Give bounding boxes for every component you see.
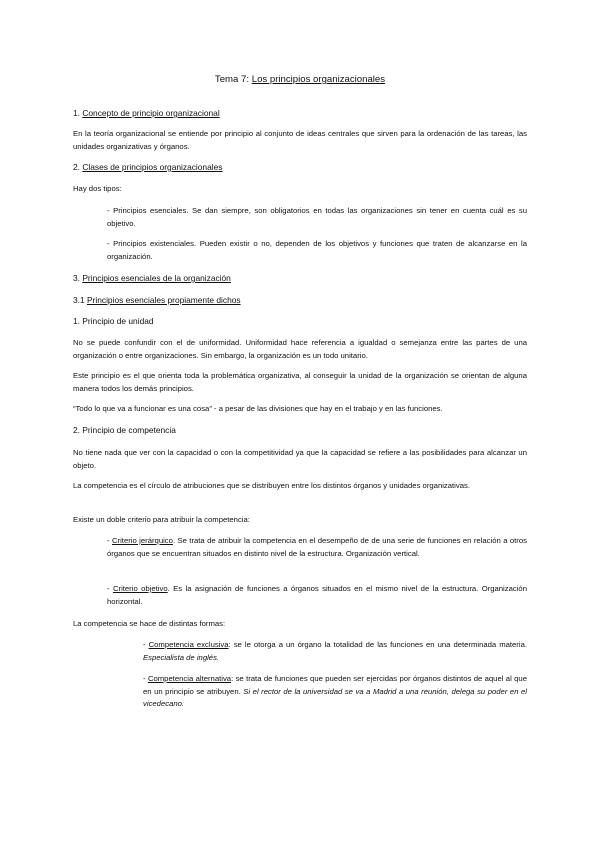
section-3-1-heading bbox=[73, 295, 241, 306]
principle-1-quote: “Todo lo que va a funcionar es una cosa” - a pesar de las divisiones que hay en el trabajo y en las funciones. bbox=[73, 404, 443, 413]
criterio-jerarquico-text: . Se trata de atribuir la competencia en el desempeño de de una serie de funciones en relación a otros órganos que se encuentran situados en distinto nivel de la estructura. Organización vertical. bbox=[107, 536, 527, 558]
title-text: Los principios organizacionales bbox=[251, 74, 386, 85]
competencia-exclusiva-term: Competencia exclusiva bbox=[148, 640, 229, 649]
criterio-objetivo-term: Criterio objetivo bbox=[112, 584, 168, 593]
section-2-item-2: - Principios existenciales. Pueden existir o no, dependen de los objetivos y funciones que traten de alcanzarse en la organización. bbox=[107, 239, 527, 261]
section-3-1-number: 3.1 bbox=[73, 295, 85, 305]
criterio-jerarquico-dash: - bbox=[107, 536, 112, 545]
competencia-alternativa-item bbox=[143, 673, 527, 711]
page-title bbox=[0, 74, 600, 86]
section-2-number: 2. bbox=[73, 162, 80, 172]
competencia-alternativa-text: : se trata de funciones que pueden ser ejercidas por órganos distintos de aquel al que en un principio se atribuyen. bbox=[143, 674, 527, 696]
principle-1-text-2: Este principio es el que orienta toda la problemática organizativa, al conseguir la unidad de la organización se orientan de alguna manera todos los demás principios. bbox=[73, 371, 527, 393]
criterio-jerarquico-term: Criterio jerárquico bbox=[111, 536, 173, 545]
competencia-exclusiva-text: : se le otorga a un órgano la totalidad de las funciones en una determinada materia. bbox=[228, 640, 527, 649]
section-1-heading bbox=[73, 108, 220, 119]
section-1-text: En la teoría organizacional se entiende por principio al conjunto de ideas centrales que sirven para la ordenación de las tareas, las unidades organizativas y órganos. bbox=[73, 129, 527, 151]
competencia-exclusiva-item bbox=[143, 639, 527, 664]
principle-2-text-4: La competencia se hace de distintas formas: bbox=[73, 619, 226, 628]
section-3-1-title: Principios esenciales propiamente dichos bbox=[86, 295, 241, 305]
section-3-heading bbox=[73, 273, 231, 284]
competencia-exclusiva-dash: - bbox=[143, 640, 149, 649]
section-1-title: Concepto de principio organizacional bbox=[82, 108, 220, 118]
principle-2-text-1: No tiene nada que ver con la capacidad o con la competitividad ya que la capacidad se refiere a las posibilidades para alcanzar un objeto. bbox=[73, 448, 527, 470]
principle-2-heading: 2. Principio de competencia bbox=[73, 425, 176, 435]
section-3-title: Principios esenciales de la organización bbox=[82, 273, 231, 283]
principle-2-text-2: La competencia es el círculo de atribuciones que se distribuyen entre los distintos órganos y unidades organizativas. bbox=[73, 481, 470, 490]
criterio-objetivo-item bbox=[107, 583, 527, 608]
section-2-title: Clases de principios organizacionales bbox=[82, 162, 223, 172]
criterio-jerarquico-item bbox=[107, 535, 527, 560]
competencia-alternativa-dash: - bbox=[143, 674, 148, 683]
competencia-alternativa-term: Competencia alternativa bbox=[147, 674, 232, 683]
section-1-number: 1. bbox=[73, 108, 80, 118]
principle-1-heading: 1. Principio de unidad bbox=[73, 316, 154, 326]
competencia-exclusiva-example: Especialista de inglés. bbox=[143, 652, 220, 662]
principle-1-text-1: No se puede confundir con el de uniformidad. Uniformidad hace referencia a igualdad o semejanza entre las partes de una organización o entre organizaciones. Sin embargo, la organización es un todo unitario. bbox=[73, 338, 527, 360]
section-2-intro: Hay dos tipos: bbox=[73, 184, 122, 193]
title-prefix: Tema 7: bbox=[214, 74, 250, 85]
section-2-item-1: - Principios esenciales. Se dan siempre, son obligatorios en todas las organizaciones sin tener en cuenta cuál es su objetivo. bbox=[107, 206, 527, 228]
criterio-objetivo-text: . Es la asignación de funciones a órganos situados en el mismo nivel de la estructura. Organización horizontal. bbox=[107, 584, 527, 606]
competencia-alternativa-example: Si el rector de la universidad se va a Madrid a una reunión, delega su poder en el vicedecano. bbox=[143, 686, 527, 709]
criterio-objetivo-dash: - bbox=[107, 584, 113, 593]
principle-2-text-3: Existe un doble criterio para atribuir la competencia: bbox=[73, 515, 250, 524]
section-2-heading bbox=[73, 162, 222, 173]
section-3-number: 3. bbox=[73, 273, 80, 283]
